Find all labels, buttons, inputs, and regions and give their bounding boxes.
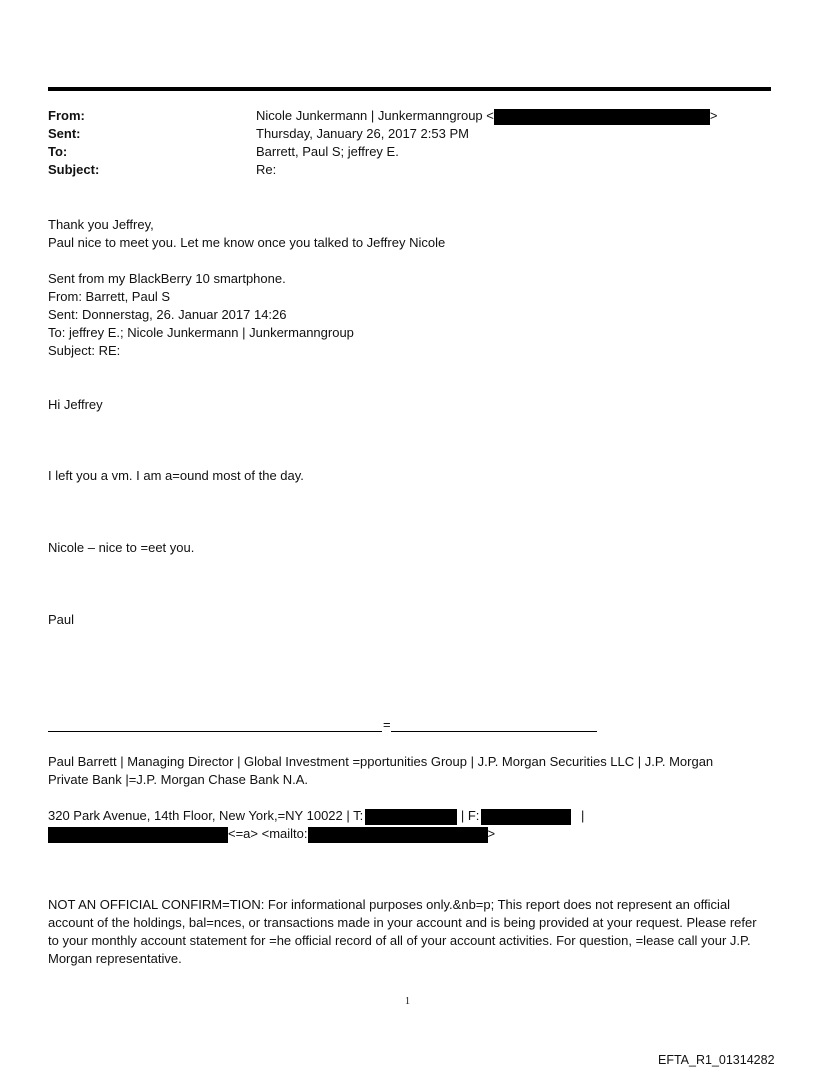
redacted-email-3 bbox=[308, 827, 488, 843]
forward-line-5: Subject: RE: bbox=[48, 343, 121, 358]
forward-line-1: Sent from my BlackBerry 10 smartphone. bbox=[48, 271, 286, 286]
separator-right bbox=[391, 731, 597, 732]
top-rule bbox=[48, 87, 771, 91]
separator-char: = bbox=[383, 717, 391, 732]
nicole-line: Nicole – nice to =eet you. bbox=[48, 540, 195, 555]
signature-line-1: Paul Barrett | Managing Director | Global Investment =pportunities Group | J.P. Morgan Securities LLC | J.P. Morgan bbox=[48, 754, 714, 769]
pipe: | bbox=[581, 808, 585, 823]
disclaimer: NOT AN OFFICIAL CONFIRM=TION: For informational purposes only.&nb=p; This report does not represent an official account of the holdings, bal=nces, or transactions made in your account and is being provided at your request. Please refer to your monthly account statement for =he official record of all of your account activities. For question, =lease call your J.P. Morgan representative. bbox=[48, 897, 757, 966]
forward-line-2: From: Barrett, Paul S bbox=[48, 289, 171, 304]
signature-line-2: Private Bank |=J.P. Morgan Chase Bank N.A. bbox=[48, 772, 309, 787]
mailto-close: > bbox=[487, 826, 496, 841]
to-value: Barrett, Paul S; jeffrey E. bbox=[256, 144, 399, 159]
redacted-phone bbox=[365, 809, 457, 825]
mailto-text: <=a> <mailto: bbox=[228, 826, 308, 841]
sent-value: Thursday, January 26, 2017 2:53 PM bbox=[256, 126, 469, 141]
document-id: EFTA_R1_01314282 bbox=[658, 1053, 775, 1067]
from-label: From: bbox=[48, 108, 85, 123]
subject-label: Subject: bbox=[48, 162, 100, 177]
signoff: Paul bbox=[48, 612, 75, 627]
address-text: 320 Park Avenue, 14th Floor, New York,=NY 10022 | T: bbox=[48, 808, 364, 823]
body-line-2: Paul nice to meet you. Let me know once you talked to Jeffrey Nicole bbox=[48, 235, 446, 250]
greeting: Hi Jeffrey bbox=[48, 397, 103, 412]
body-line-1: Thank you Jeffrey, bbox=[48, 217, 154, 232]
separator-left bbox=[48, 731, 382, 732]
fax-label: | F: bbox=[460, 808, 480, 823]
from-value bbox=[256, 107, 717, 125]
redacted-fax bbox=[481, 809, 571, 825]
redacted-email bbox=[494, 109, 710, 125]
from-close: > bbox=[709, 108, 718, 123]
sent-label: Sent: bbox=[48, 126, 81, 141]
from-name: Nicole Junkermann | Junkermanngroup < bbox=[256, 108, 494, 123]
email-line bbox=[48, 825, 495, 843]
forward-line-3: Sent: Donnerstag, 26. Januar 2017 14:26 bbox=[48, 307, 287, 322]
address-line bbox=[48, 807, 584, 825]
subject-value: Re: bbox=[256, 162, 277, 177]
voicemail-line: I left you a vm. I am a=ound most of the day. bbox=[48, 468, 304, 483]
forward-line-4: To: jeffrey E.; Nicole Junkermann | Junkermanngroup bbox=[48, 325, 354, 340]
redacted-email-2 bbox=[48, 827, 228, 843]
page-number: 1 bbox=[405, 996, 410, 1007]
to-label: To: bbox=[48, 144, 68, 159]
